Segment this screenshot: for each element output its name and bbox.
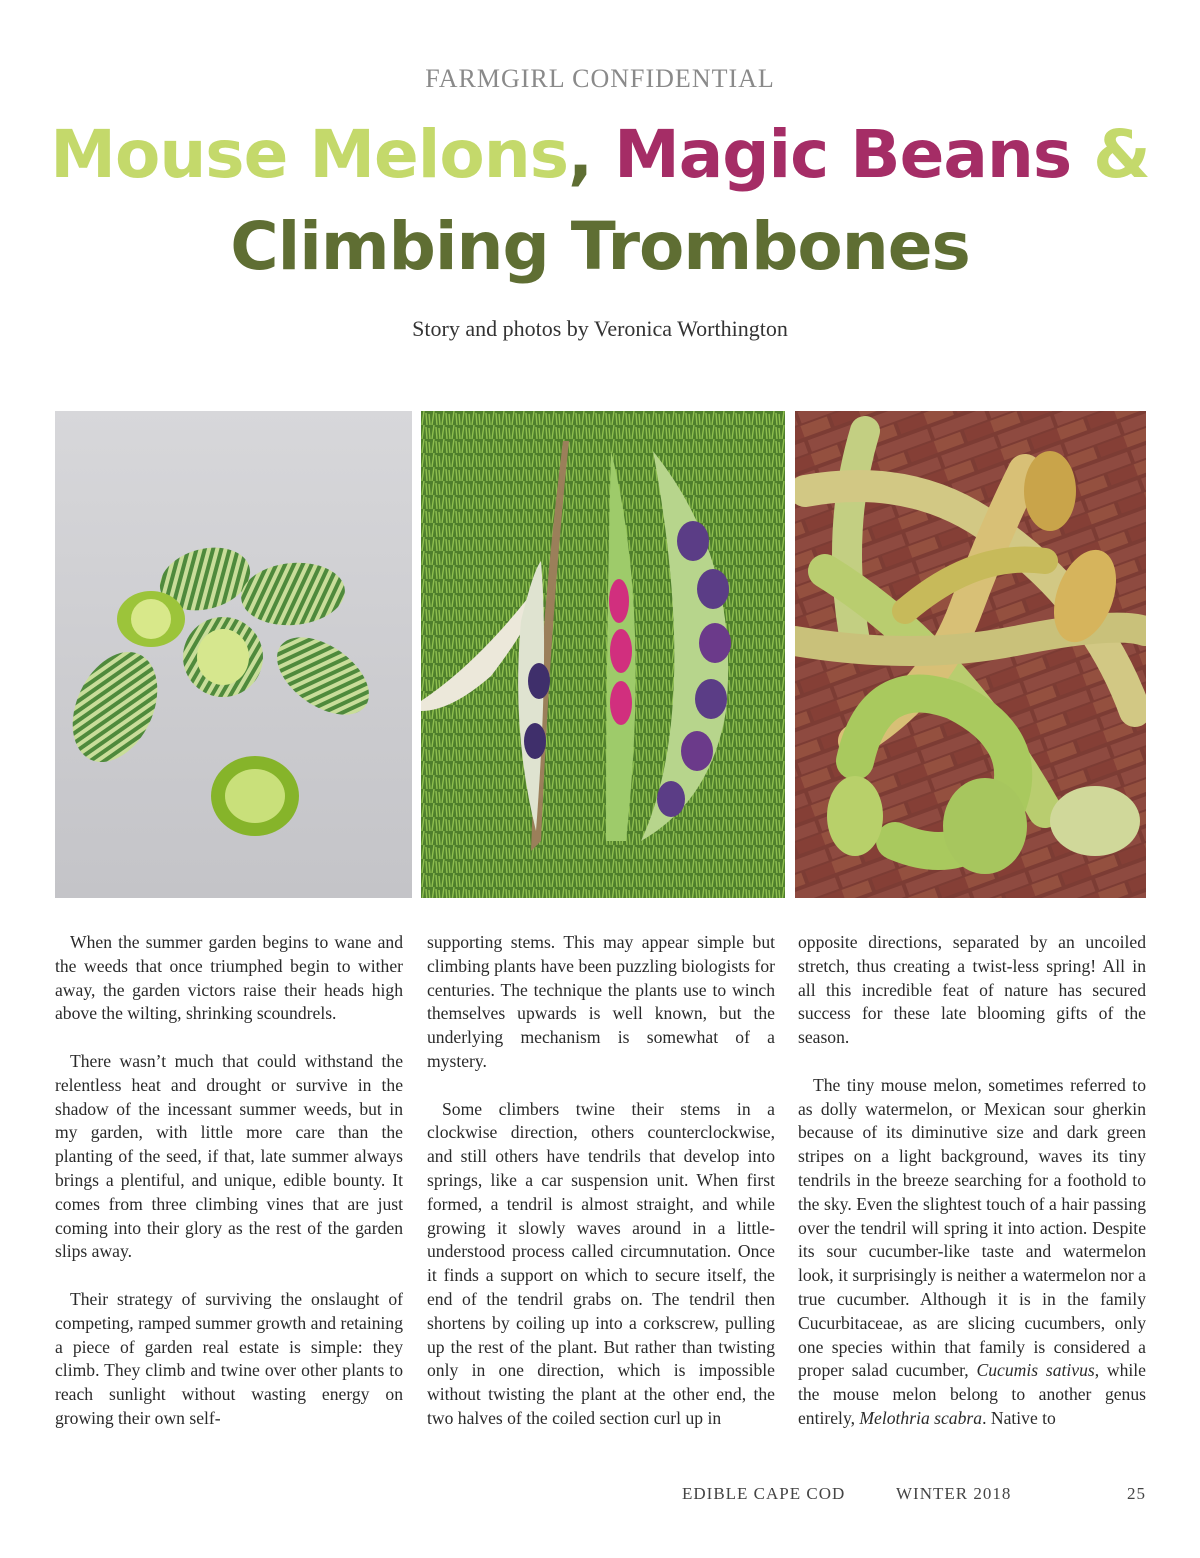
text-run: , while the mouse melon belong to another genus entirely, <box>798 1360 1146 1428</box>
photo-trombone-squash <box>795 411 1146 898</box>
text-run: The tiny mouse melon, sometimes referred to as dolly watermelon, or Mexican sour gherkin because of its diminutive size and dark green stripes on a light background, waves its tiny tendrils in the breeze searching for a foothold to the sky. Even the slightest touch of a hair passing over the tendril will spring it into action. Despite its sour cucumber-like taste and watermelon look, it surprisingly is neither a watermelon nor a true cucumber. Although it is in the family Cucurbitaceae, as are slicing cucumbers, only one species within that family is considered a proper salad cucumber, <box>798 1074 1146 1381</box>
footer-issue: WINTER 2018 <box>896 1484 1012 1503</box>
paragraph: Their strategy of surviving the onslaught of competing, ramped summer growth and retaining a piece of garden real estate is simple: they climb. They climb and twine over other plants to reach sunlight without wasting energy on growing their own self- <box>55 1288 403 1428</box>
photo-mouse-melons <box>55 411 412 898</box>
paragraph: When the summer garden begins to wane and the weeds that once triumphed begin to wither away, the garden victors raise their heads high above the wilting, shrinking scoundrels. <box>55 932 403 1024</box>
byline: Story and photos by Veronica Worthington <box>412 316 788 341</box>
paragraph: supporting stems. This may appear simple but climbing plants have been puzzling biologists for centuries. The technique the plants use to winch themselves upwards is well known, but the underlying mechanism is somewhat of a mystery. <box>427 932 775 1071</box>
paragraph: There wasn’t much that could withstand the relentless heat and drought or survive in the shadow of the incessant summer weeds, but in my garden, with little more care than the planting of the seed, if that, late summer always brings a plentiful, and unique, edible bounty. It comes from three climbing vines that are just coming into their glory as the rest of the garden slips away. <box>55 1050 403 1262</box>
paragraph: Some climbers twine their stems in a clockwise direction, others counterclockwise, and still others have tendrils that develop into springs, like a car suspension unit. When first formed, a tendril is almost straight, and while growing it slowly waves around in a little-understood process called circumnutation. Once it finds a support on which to secure itself, the end of the tendril grabs on. The tendril then shortens by coiling up into a corkscrew, pulling up the rest of the plant. But rather than twisting only in one direction, which is impossible without twisting the plant at the other end, the two halves of the coiled section curl up in <box>427 1098 775 1428</box>
headline-comma: , <box>568 116 593 193</box>
paragraph: opposite directions, separated by an uncoiled stretch, thus creating a twist-less spring! All in all this incredible feat of nature has secured success for these late blooming gifts of the season. <box>798 932 1146 1048</box>
headline-ampersand: & <box>1093 116 1150 193</box>
headline-climbing-trombones: Climbing Trombones <box>230 208 970 285</box>
headline-magic-beans: Magic Beans <box>614 116 1072 193</box>
article-column-3 <box>798 931 1146 1461</box>
species-name: Melothria scabra <box>859 1407 983 1428</box>
headline-line-1 <box>0 116 1200 193</box>
headline-line-2 <box>0 208 1200 285</box>
article-column-2 <box>427 931 775 1461</box>
headline-mouse-melons: Mouse Melons <box>50 116 569 193</box>
section-label: FARMGIRL CONFIDENTIAL <box>425 64 775 93</box>
article-column-1 <box>55 931 403 1461</box>
page-number: 25 <box>1127 1484 1146 1503</box>
species-name: Cucumis sativus <box>976 1360 1095 1381</box>
text-run: . Native to <box>982 1407 1056 1428</box>
paragraph <box>798 1074 1146 1431</box>
footer-publication: EDIBLE CAPE COD <box>682 1484 846 1503</box>
photo-magic-beans <box>421 411 785 898</box>
